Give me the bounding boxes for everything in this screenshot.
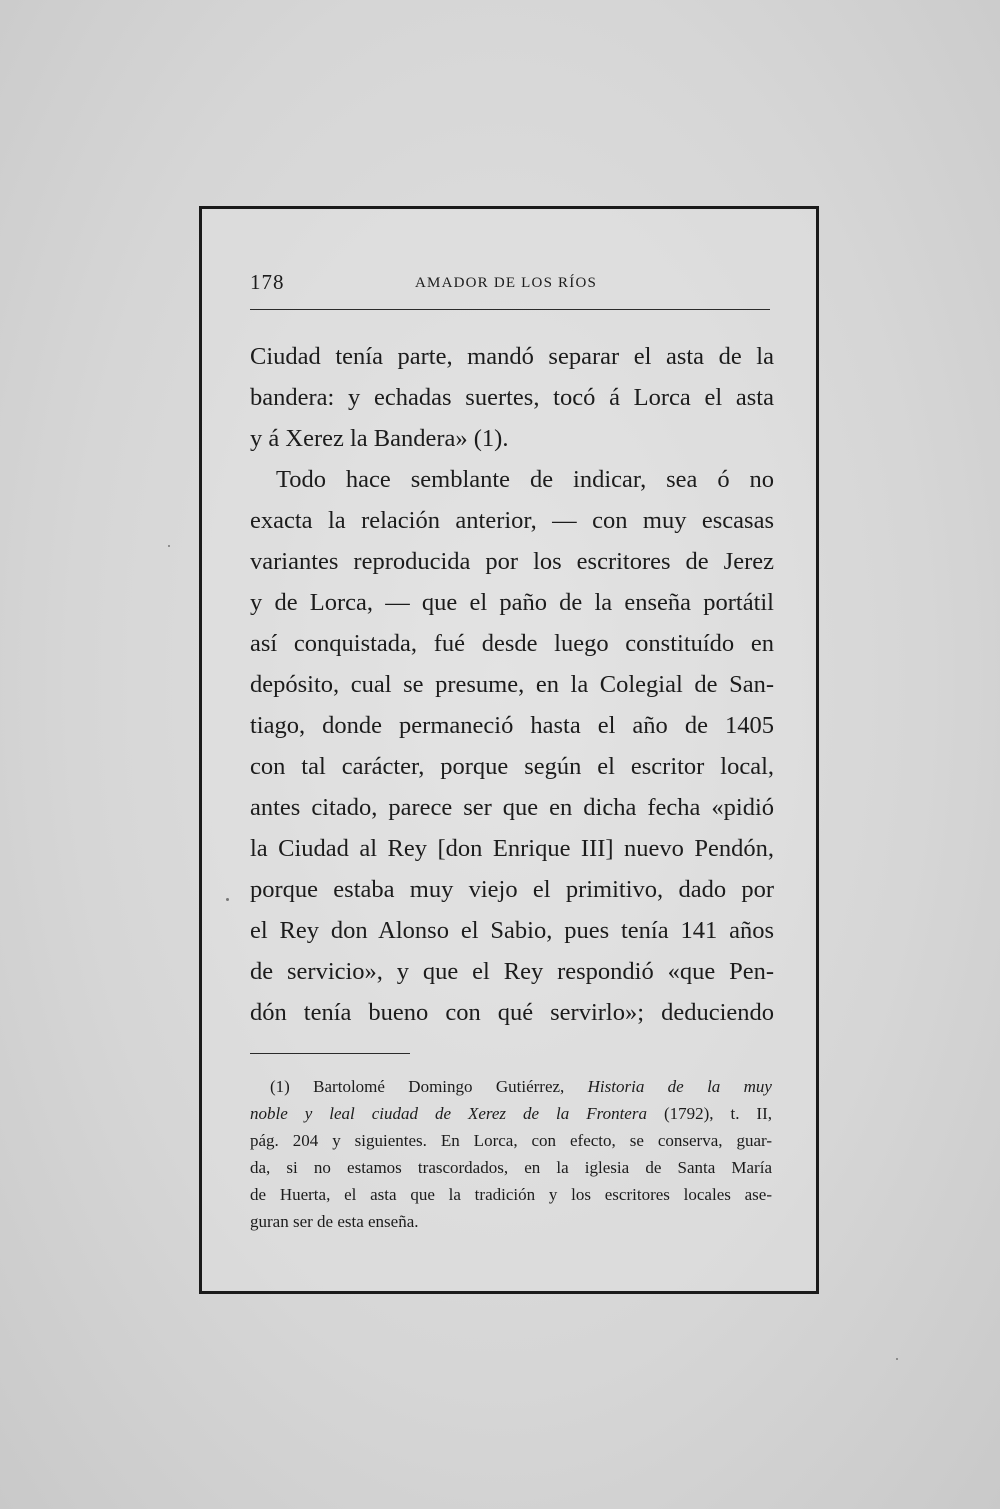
footnote-title-part: Historia de la muy — [587, 1077, 772, 1096]
footnote-line: de Huerta, el asta que la tradición y los escritores locales ase- — [250, 1185, 772, 1204]
footnote-line: da, si no estamos trascordados, en la iglesia de Santa María — [250, 1158, 772, 1177]
footnote-title-part: noble y leal ciudad de Xerez de la Frontera — [250, 1104, 647, 1123]
text-line: así conquistada, fué desde luego constituído en — [250, 630, 774, 657]
text-line: exacta la relación anterior, — con muy escasas — [250, 507, 774, 534]
paper-speck — [896, 1358, 898, 1360]
text-line: y á Xerez la Bandera» (1). — [250, 425, 509, 452]
footnote-citation-author: (1) Bartolomé Domingo Gutiérrez, — [270, 1077, 565, 1096]
footnote-line: guran ser de esta enseña. — [250, 1212, 419, 1231]
footnote — [250, 1073, 772, 1235]
paper-speck — [168, 545, 170, 547]
page-header — [250, 268, 770, 298]
body-text — [250, 336, 774, 1033]
text-line: dón tenía bueno con qué servirlo»; deduciendo — [250, 999, 774, 1026]
footnote-rule — [250, 1053, 410, 1054]
text-line: de servicio», y que el Rey respondió «que Pen- — [250, 958, 774, 985]
running-head: AMADOR DE LOS RÍOS — [415, 275, 598, 291]
text-line: el Rey don Alonso el Sabio, pues tenía 141 años — [250, 917, 774, 944]
text-line: depósito, cual se presume, en la Colegial de San- — [250, 671, 774, 698]
footnote-citation-detail: (1792), t. II, — [663, 1104, 772, 1123]
footnote-line: pág. 204 y siguientes. En Lorca, con efecto, se conserva, guar- — [250, 1131, 772, 1150]
text-line: variantes reproducida por los escritores de Jerez — [250, 548, 774, 575]
text-line: bandera: y echadas suertes, tocó á Lorca el asta — [250, 384, 774, 411]
footnote-line — [250, 1073, 772, 1100]
header-rule — [250, 309, 770, 310]
text-line: antes citado, parece ser que en dicha fecha «pidió — [250, 794, 774, 821]
text-line: con tal carácter, porque según el escritor local, — [250, 753, 774, 780]
paragraph-start-line: Todo hace semblante de indicar, sea ó no — [276, 466, 774, 493]
text-line: Ciudad tenía parte, mandó separar el asta de la — [250, 343, 774, 370]
page-number: 178 — [250, 270, 285, 294]
footnote-line — [250, 1100, 772, 1127]
text-line: la Ciudad al Rey [don Enrique III] nuevo Pendón, — [250, 835, 774, 862]
paper-speck — [226, 898, 229, 901]
text-line: porque estaba muy viejo el primitivo, dado por — [250, 876, 774, 903]
text-line: tiago, donde permaneció hasta el año de 1405 — [250, 712, 774, 739]
text-line: y de Lorca, — que el paño de la enseña portátil — [250, 589, 774, 616]
